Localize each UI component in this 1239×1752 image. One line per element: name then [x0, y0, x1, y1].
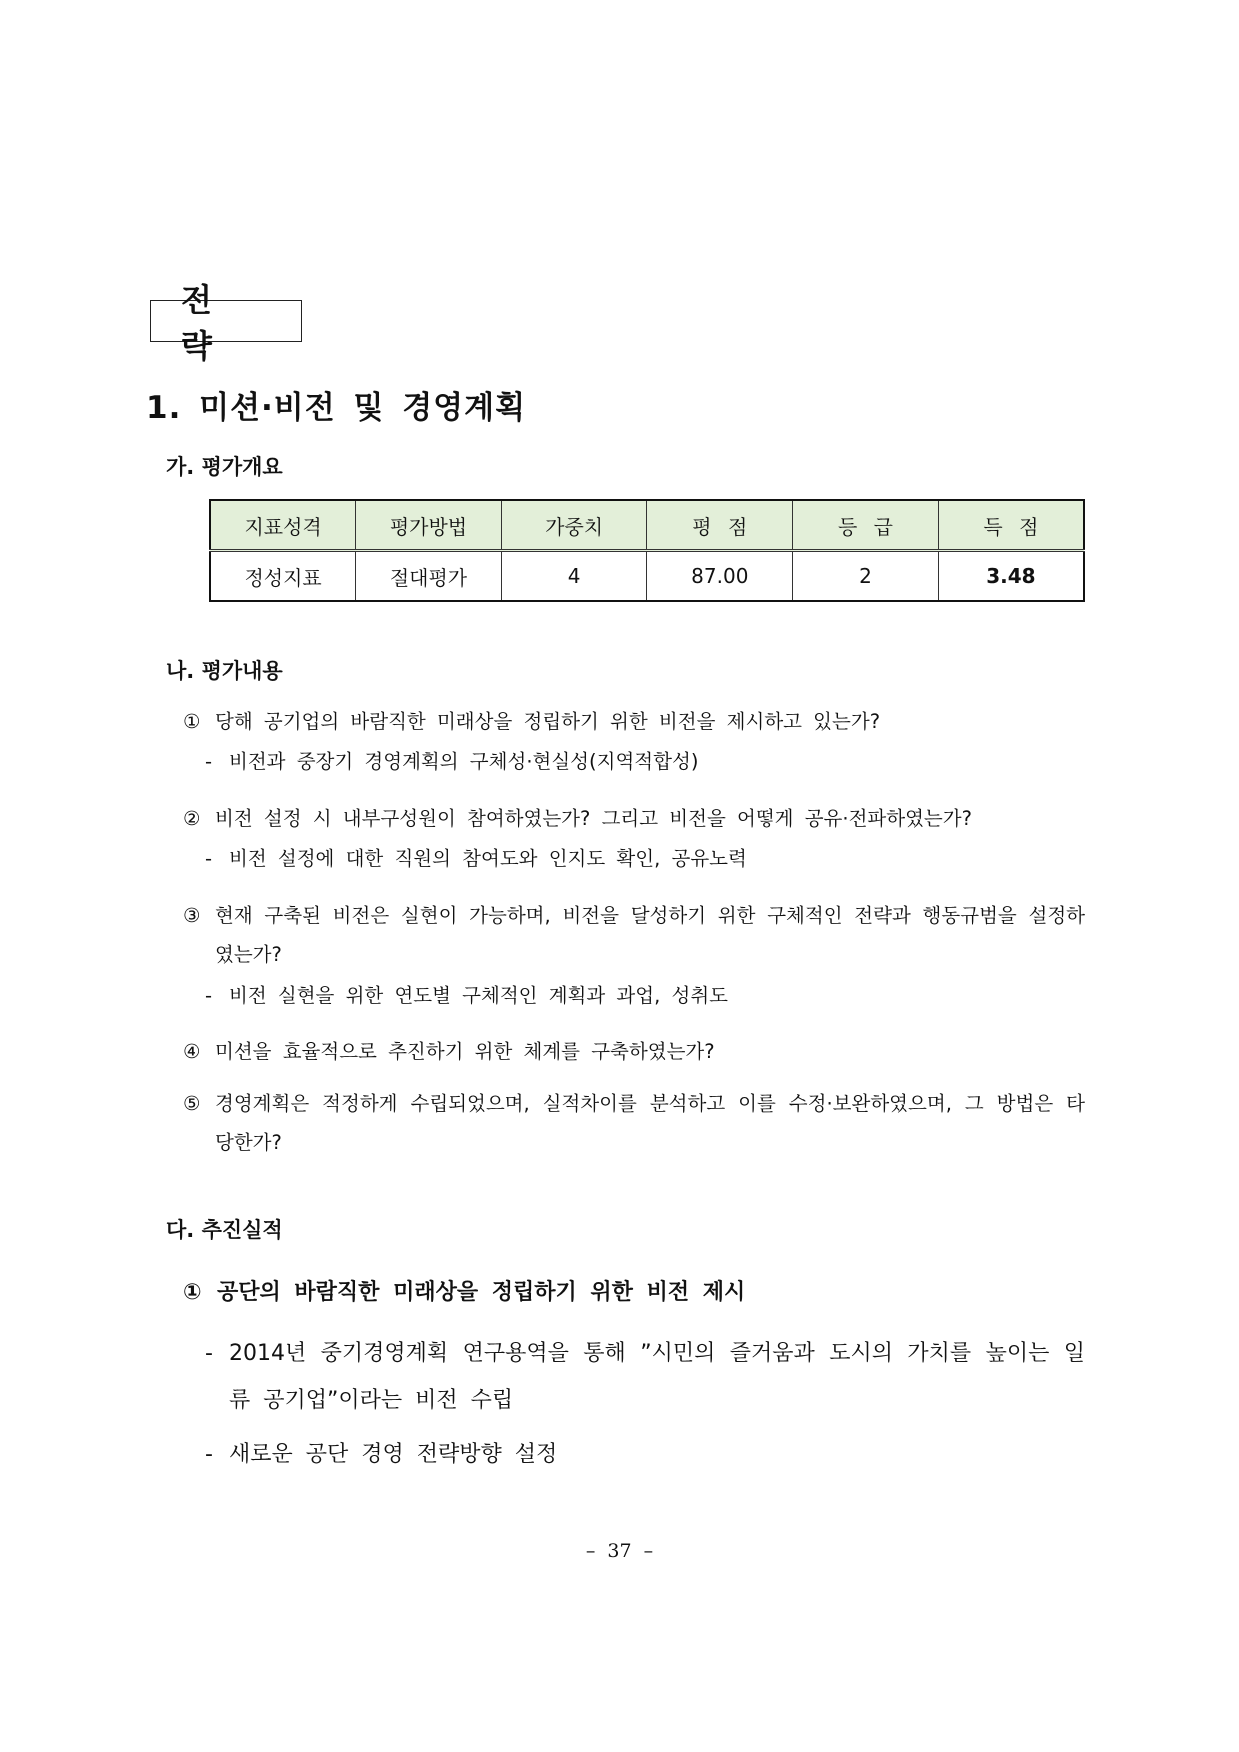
sub-item-text: 비전 실현을 위한 연도별 구체적인 계획과 과업, 성취도: [229, 984, 729, 1007]
sub-item: [205, 976, 728, 1015]
table-header-row: [210, 500, 1084, 551]
result-item-text: 2014년 중기경영계획 연구용역을 통해 ”시민의 즐거움과 도시의 가치를 높이는 일류 공기업”이라는 비전 수립: [229, 1341, 1085, 1413]
item-text: 미션을 효율적으로 추진하기 위한 체계를 구축하였는가?: [215, 1040, 715, 1063]
header-score: 득 점: [938, 500, 1084, 551]
cell-rating: 87.00: [647, 551, 793, 602]
header-rating: 평 점: [647, 500, 793, 551]
results-title: 다. 추진실적: [166, 1218, 283, 1242]
dash-mark: -: [205, 1442, 213, 1467]
item-number: ④: [183, 1040, 201, 1063]
result-item-text: 새로운 공단 경영 전략방향 설정: [229, 1442, 558, 1467]
sub-item-text: 비전 설정에 대한 직원의 참여도와 인지도 확인, 공유노력: [229, 847, 747, 870]
result-item: [205, 1431, 1085, 1478]
evaluation-overview-table: [209, 499, 1085, 602]
list-item: [183, 1032, 1085, 1071]
item-text: 당해 공기업의 바람직한 미래상을 정립하기 위한 비전을 제시하고 있는가?: [215, 710, 881, 733]
page-number: – 37 –: [585, 1540, 654, 1562]
cell-evaluation-method: 절대평가: [356, 551, 502, 602]
result-item: [205, 1330, 1085, 1424]
cell-score: 3.48: [938, 551, 1084, 602]
cell-grade: 2: [793, 551, 939, 602]
sub-item: [205, 742, 698, 781]
table-row: [210, 551, 1084, 602]
results-heading: [183, 1275, 745, 1306]
cell-indicator-type: 정성지표: [210, 551, 356, 602]
item-number: ⑤: [183, 1092, 201, 1115]
sub-item: [205, 839, 747, 878]
header-grade: 등 급: [793, 500, 939, 551]
dash-mark: -: [205, 847, 213, 870]
item-number: ③: [183, 904, 201, 927]
list-item: [183, 1084, 1085, 1162]
chapter-title-box: 전략: [150, 300, 302, 342]
list-item: [183, 799, 1085, 838]
header-weight: 가중치: [501, 500, 647, 551]
contents-title: 나. 평가내용: [166, 659, 283, 683]
cell-weight: 4: [501, 551, 647, 602]
sub-item-text: 비전과 중장기 경영계획의 구체성·현실성(지역적합성): [229, 750, 699, 773]
dash-mark: -: [205, 984, 213, 1007]
list-item: [183, 702, 1085, 741]
header-evaluation-method: 평가방법: [356, 500, 502, 551]
item-number: ①: [183, 710, 201, 733]
item-text: 현재 구축된 비전은 실현이 가능하며, 비전을 달성하기 위한 구체적인 전략과 행동규범을 설정하였는가?: [215, 904, 1085, 966]
results-heading-text: 공단의 바람직한 미래상을 정립하기 위한 비전 제시: [217, 1280, 746, 1305]
item-text: 비전 설정 시 내부구성원이 참여하였는가? 그리고 비전을 어떻게 공유·전파하였는가?: [215, 807, 972, 830]
list-item: [183, 896, 1085, 974]
section-title: 1. 미션·비전 및 경영계획: [146, 390, 527, 426]
item-number: ②: [183, 807, 201, 830]
header-indicator-type: 지표성격: [210, 500, 356, 551]
dash-mark: -: [205, 750, 213, 773]
results-heading-number: ①: [183, 1280, 202, 1305]
dash-mark: -: [205, 1341, 213, 1366]
item-text: 경영계획은 적정하게 수립되었으며, 실적차이를 분석하고 이를 수정·보완하였으며, 그 방법은 타당한가?: [215, 1092, 1085, 1154]
overview-title: 가. 평가개요: [166, 455, 283, 479]
